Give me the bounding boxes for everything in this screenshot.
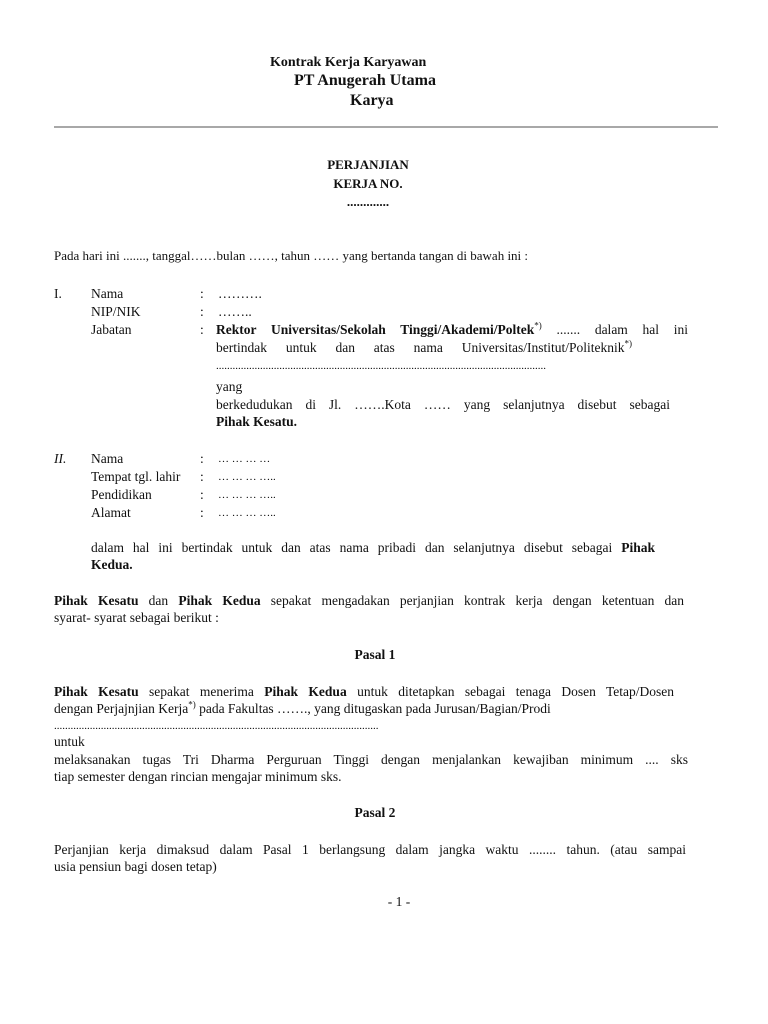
pasal1-line2a: dengan Perjajnjian Kerja [54,701,189,716]
party1-label-nama: Nama [91,286,124,301]
pasal1-line2 [54,700,551,718]
party1-designation: Pihak Kesatu. [216,414,298,429]
party2-value-nama: … … … … [218,453,271,465]
doc-title-line3: ............. [346,194,390,209]
party2-label-education: Pendidikan [91,487,152,502]
party1-colon-nip: : [200,304,204,319]
pasal1-line2b: pada Fakultas ……., yang ditugaskan pada Jurusan/Bagian/Prodi [199,701,551,716]
party1-representation-line [216,339,632,357]
pasal2-line2: usia pensiun bagi dosen tetap) [54,859,217,874]
party2-value-address: … … … ….. [218,507,276,519]
company-header-line3: Karya [350,92,394,109]
party2-colon-nama: : [200,451,204,466]
party1-value-nip: …….. [218,304,252,319]
party2-closing-text: dalam hal ini bertindak untuk dan atas nama pribadi dan selanjutnya disebut sebagai [91,540,613,555]
party1-colon-nama: : [200,286,204,301]
party2-designation: Kedua. [91,557,133,572]
agreement-and: dan [148,593,169,608]
company-header-line2: PT Anugerah Utama [294,72,436,89]
party2-value-education: … … … ….. [218,489,276,501]
party1-colon-jabatan: : [200,322,204,337]
header-separator [54,126,718,128]
party1-yang: yang [216,379,243,394]
pasal1-party2: Pihak Kedua [264,684,347,699]
pasal1-footnote-mark: *) [188,699,196,710]
pasal2-heading: Pasal 2 [354,805,396,820]
party1-jabatan-line [216,321,688,339]
company-header-line1: Kontrak Kerja Karyawan [270,55,427,70]
intro-text: Pada hari ini ......., tanggal……bulan ……, tahun …… yang bertanda tangan di bawah ini : [54,248,529,263]
party1-label-nip: NIP/NIK [91,304,141,319]
party2-numeral: II. [54,451,67,466]
jabatan-rest: ....... dalam hal ini [556,322,689,337]
pasal1-text1: sepakat menerima [149,684,254,699]
party2-colon-birth: : [200,469,204,484]
jabatan-title: Rektor Universitas/Sekolah Tinggi/Akademi/Poltek [216,322,535,337]
party2-closing-bold1: Pihak [621,540,655,555]
representation-text: bertindak untuk dan atas nama Universitas/Institut/Politeknik [216,340,625,355]
pasal1-party1: Pihak Kesatu [54,684,139,699]
party2-closing-line [91,539,655,557]
doc-title-line2: KERJA NO. [333,176,403,191]
pasal1-line1 [54,683,674,701]
party1-dotted-line: ........................................................................................................................ [216,360,546,372]
party1-value-nama: ………. [218,286,262,301]
party2-label-birth: Tempat tgl. lahir [91,469,181,484]
agreement-party1: Pihak Kesatu [54,593,139,608]
pasal1-heading: Pasal 1 [354,647,396,662]
party2-label-address: Alamat [91,505,131,520]
agreement-line1 [54,592,684,610]
pasal2-line1: Perjanjian kerja dimaksud dalam Pasal 1 berlangsung dalam jangka waktu ........ tahun. (atau sampai [54,842,686,857]
party2-value-birth: … … … ….. [218,471,276,483]
pasal1-line6: tiap semester dengan rincian mengajar minimum sks. [54,769,342,784]
party2-colon-address: : [200,505,204,520]
pasal1-dotted-line: ...................................................................................................................... [54,720,379,732]
party1-label-jabatan: Jabatan [91,322,132,337]
pasal1-line5: melaksanakan tugas Tri Dharma Perguruan Tinggi dengan menjalankan kewajiban minimum .... sks [54,752,688,767]
doc-title-line1: PERJANJIAN [327,157,409,172]
party2-label-nama: Nama [91,451,124,466]
pasal1-untuk: untuk [54,734,85,749]
agreement-line2: syarat- syarat sebagai berikut : [54,610,219,625]
party1-address-line: berkedudukan di Jl. …….Kota …… yang selanjutnya disebut sebagai [216,397,670,412]
party1-numeral: I. [54,286,62,301]
representation-footnote-mark: *) [624,338,632,349]
pasal1-text2: untuk ditetapkan sebagai tenaga Dosen Tetap/Dosen [357,684,674,699]
jabatan-footnote-mark: *) [534,320,542,331]
agreement-rest: sepakat mengadakan perjanjian kontrak kerja dengan ketentuan dan [270,593,685,608]
agreement-party2: Pihak Kedua [178,593,261,608]
party2-colon-education: : [200,487,204,502]
page-number: - 1 - [387,894,411,909]
